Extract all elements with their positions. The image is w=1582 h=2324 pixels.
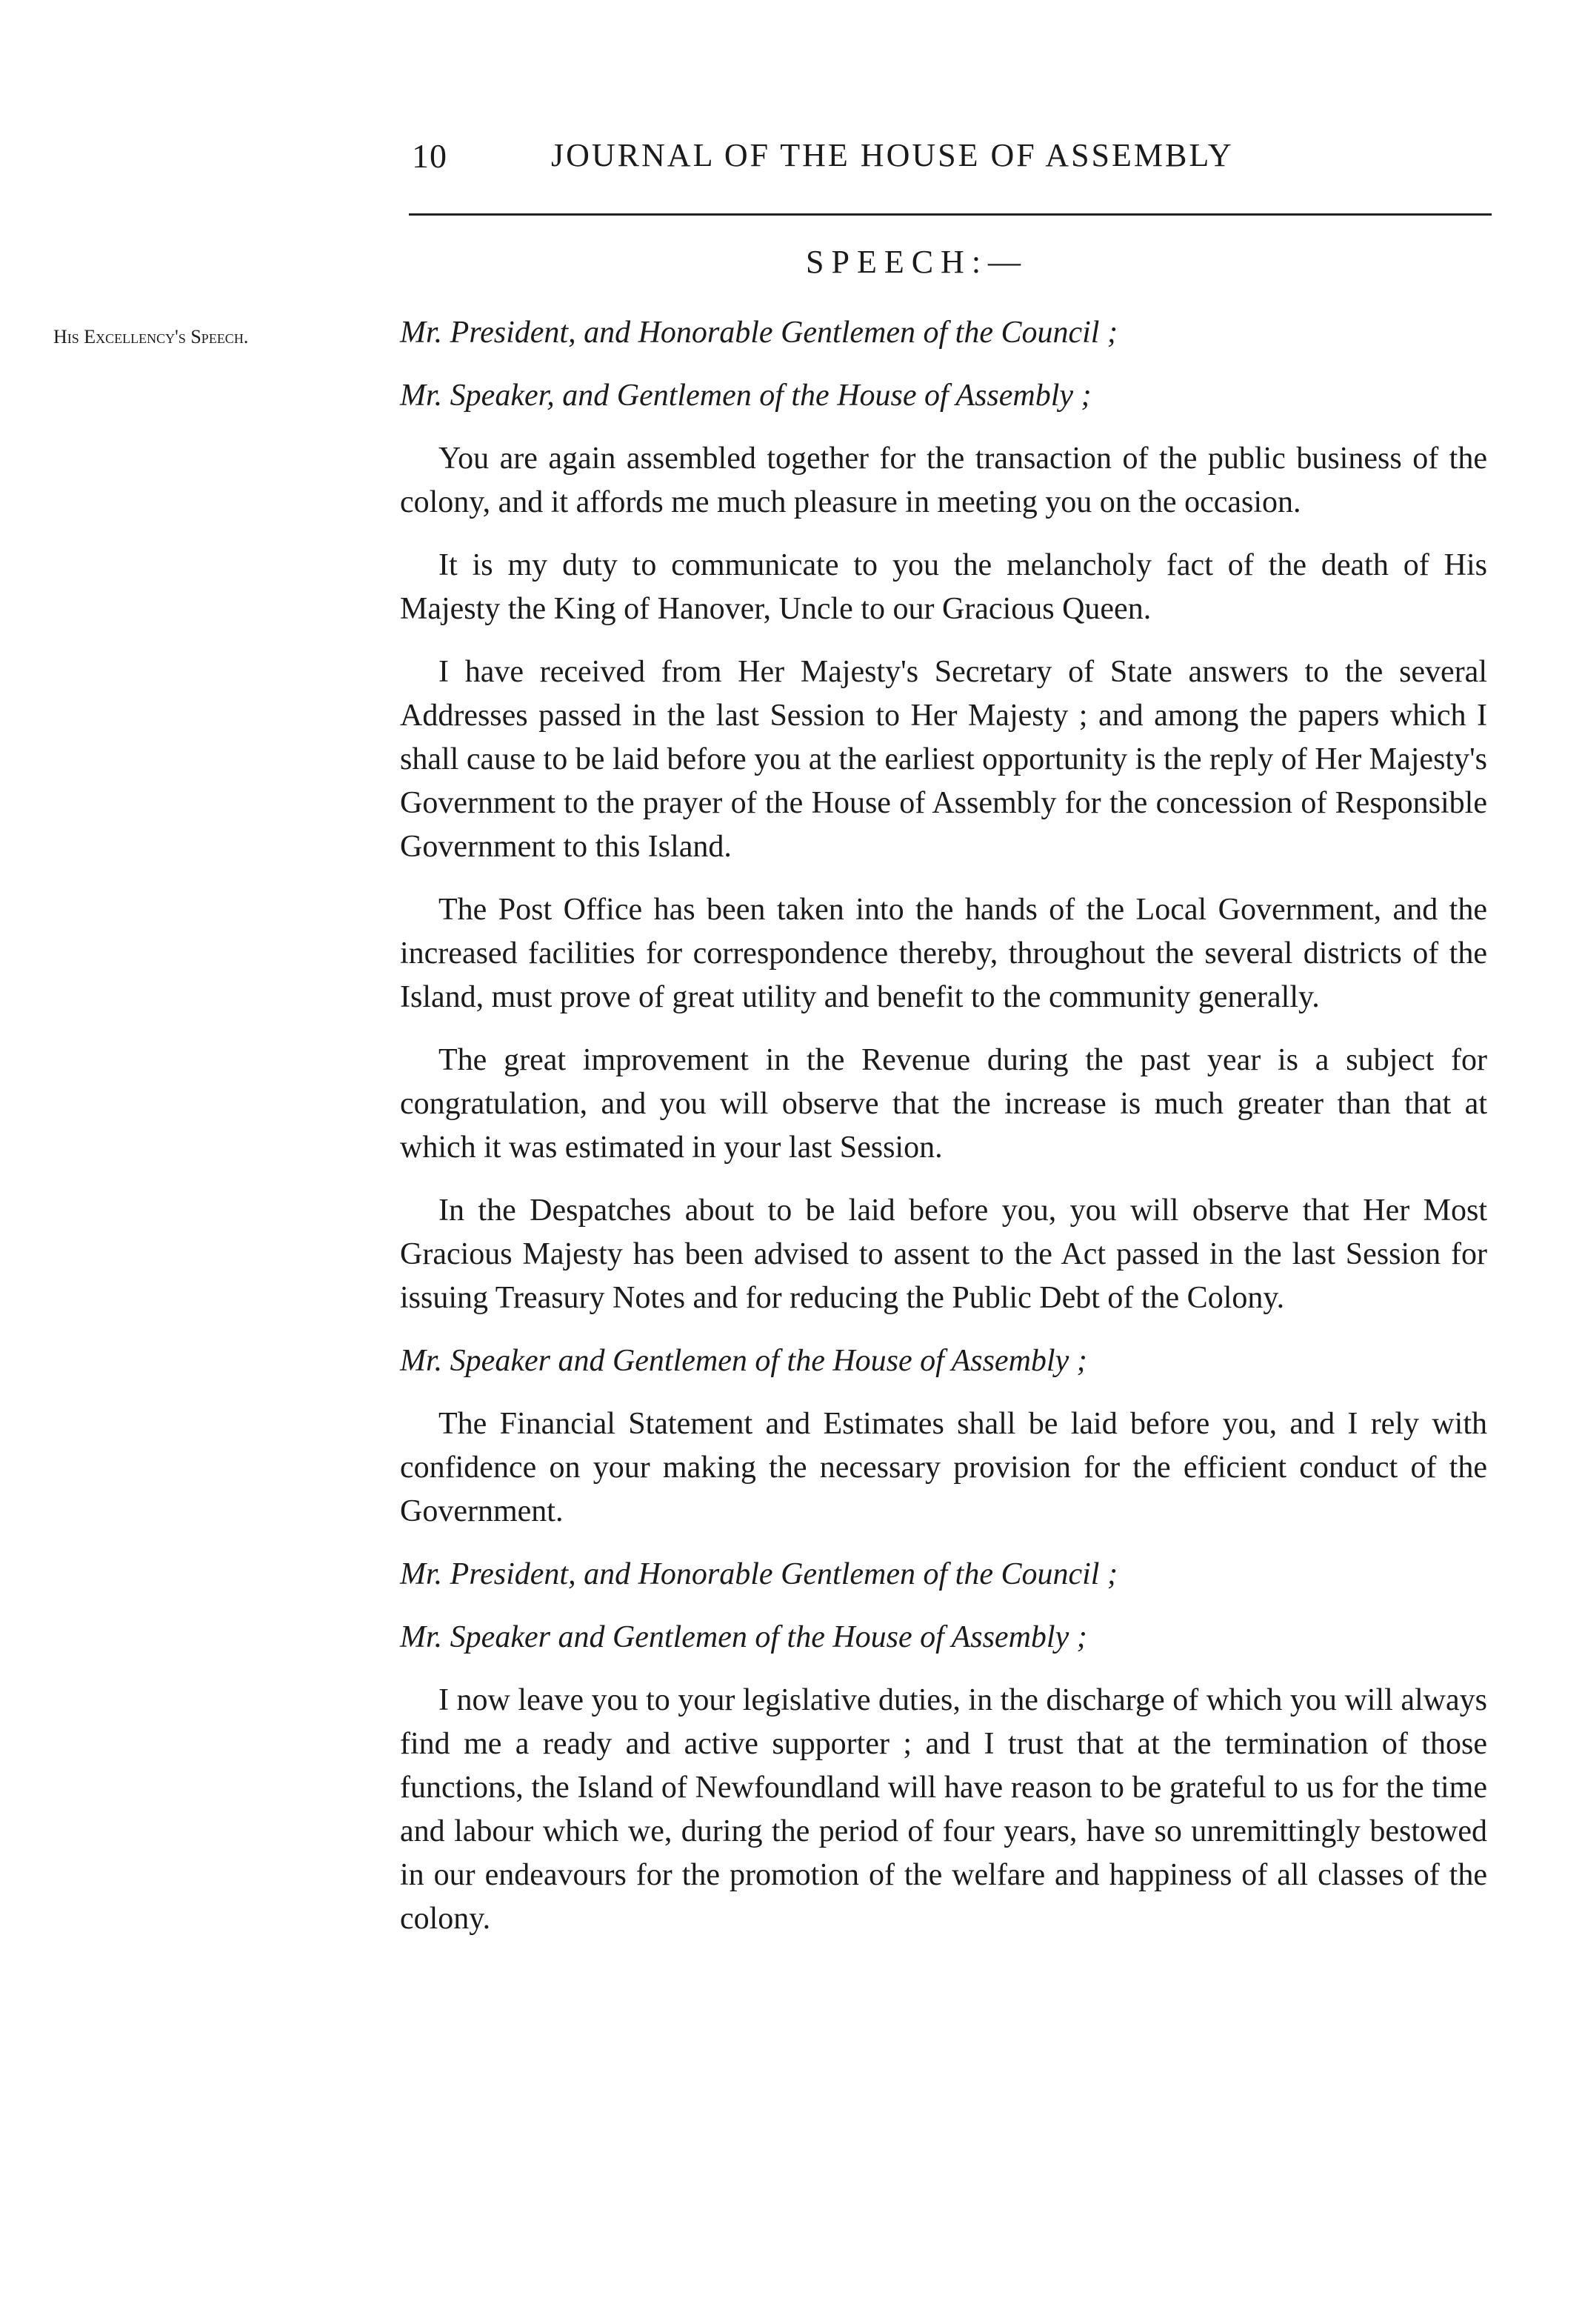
paragraph-post-office: The Post Office has been taken into the hands of the Local Government, and the increased facilities for correspondence thereby, throughout the several districts of the Island, must prove of great utility and benefit to the community generally. [400,893,1487,1014]
salutation-assembly-2: Mr. Speaker and Gentlemen of the House of Assembly ; [400,1344,1087,1378]
paragraph-closing: I now leave you to your legislative duties, in the discharge of which you will always find me a ready and active supporter ; and I trust that at the termination of those functions, the Island of Newfoundland will have reason to be grateful to us for the time and labour which we, during the period of four years, have so unremittingly bestowed in our endeavours for the promotion of the welfare and happiness of all classes of the colony. [400,1683,1487,1936]
paragraph-death-notice: It is my duty to communicate to you the melancholy fact of the death of His Majesty the King of Hanover, Uncle to our Gracious Queen. [400,548,1487,626]
paragraph-financial: The Financial Statement and Estimates shall be laid before you, and I rely with confidence on your making the necessary provision for the efficient conduct of the Government. [400,1407,1487,1528]
speech-body [400,311,1487,1960]
running-title: JOURNAL OF THE HOUSE OF ASSEMBLY [551,137,1234,173]
page-number: 10 [412,137,447,175]
paragraph-opening: You are again assembled together for the transaction of the public business of the colony, and it affords me much pleasure in meeting you on the occasion. [400,442,1487,519]
salutation-council: Mr. President, and Honorable Gentlemen of the Council ; [400,316,1118,350]
paragraph-addresses: I have received from Her Majesty's Secretary of State answers to the several Addresses passed in the last Session to Her Majesty ; and among the papers which I shall cause to be laid before you at the earliest opportunity is the reply of Her Majesty's Government to the prayer of the House of Assembly for the concession of Responsible Government to this Island. [400,655,1487,864]
paragraph-revenue: The great improvement in the Revenue during the past year is a subject for congratulation, and you will observe that the increase is much greater than that at which it was estimated in your last Session. [400,1043,1487,1165]
margin-note: His Excellency's Speech. [53,326,249,347]
section-heading: SPEECH:— [806,244,1029,280]
salutation-council-2: Mr. President, and Honorable Gentlemen of the Council ; [400,1557,1118,1591]
paragraph-despatches: In the Despatches about to be laid before you, you will observe that Her Most Gracious Majesty has been advised to assent to the Act passed in the last Session for issuing Treasury Notes and for reducing the Public Debt of the Colony. [400,1193,1487,1315]
salutation-assembly-3: Mr. Speaker and Gentlemen of the House of Assembly ; [400,1620,1087,1654]
header-rule [409,213,1492,216]
salutation-assembly: Mr. Speaker, and Gentlemen of the House of Assembly ; [400,379,1092,413]
